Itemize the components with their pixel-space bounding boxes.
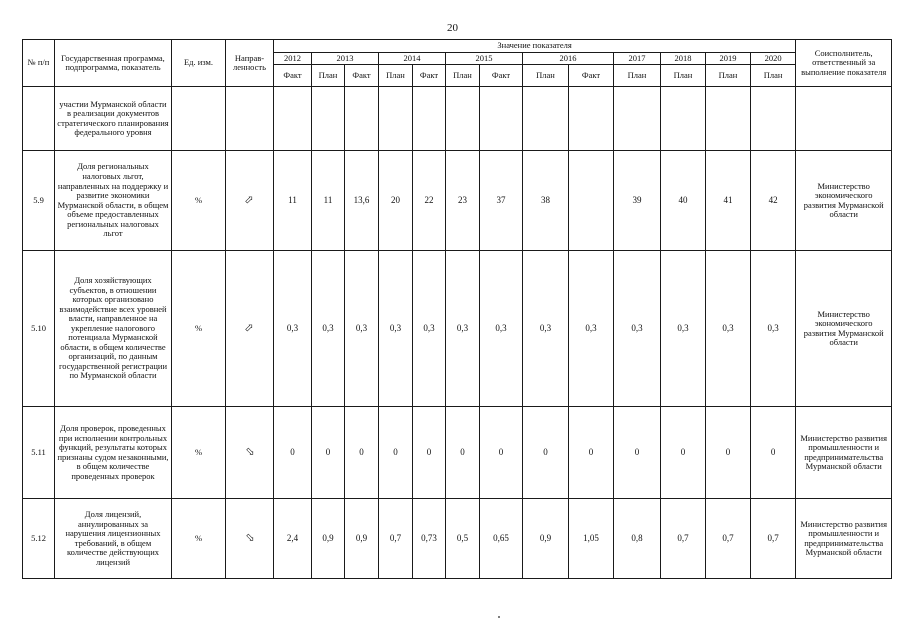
value-cell: 0 — [312, 407, 345, 499]
value-cell: 0 — [345, 407, 379, 499]
value-cell — [312, 87, 345, 151]
header-sub-2018-0: План — [661, 65, 706, 87]
value-cell: 0 — [614, 407, 661, 499]
direction-cell — [226, 499, 274, 579]
arrow-down-right-icon: ⇨ — [242, 530, 258, 546]
value-cell: 22 — [413, 151, 446, 251]
value-cell: 0 — [379, 407, 413, 499]
executor-cell — [796, 87, 892, 151]
value-cell: 37 — [480, 151, 523, 251]
table-body — [23, 87, 892, 579]
scan-dot — [498, 616, 500, 618]
value-cell: 0,3 — [312, 251, 345, 407]
arrow-up-right-icon: ⇨ — [241, 320, 257, 336]
unit-cell: % — [172, 499, 226, 579]
row-num: 5.12 — [23, 499, 55, 579]
header-executor: Соисполнитель, ответственный за выполнение показателя — [796, 40, 892, 87]
header-sub-2017-0: План — [614, 65, 661, 87]
unit-cell: % — [172, 151, 226, 251]
header-year-2017: 2017 — [614, 52, 661, 65]
value-cell: 0,3 — [706, 251, 751, 407]
row-num: 5.9 — [23, 151, 55, 251]
value-cell: 0,3 — [413, 251, 446, 407]
value-cell — [413, 87, 446, 151]
value-cell — [379, 87, 413, 151]
unit-cell — [172, 87, 226, 151]
arrow-up-right-icon: ⇨ — [241, 192, 257, 208]
value-cell: 0,7 — [751, 499, 796, 579]
value-cell: 0 — [480, 407, 523, 499]
header-name: Государственная программа, подпрограмма, показатель — [55, 40, 172, 87]
value-cell — [446, 87, 480, 151]
indicator-name: Доля лицензий, аннулированных за нарушения лицензионных требований, в общем количестве действующих лицензий — [55, 499, 172, 579]
value-cell: 39 — [614, 151, 661, 251]
value-cell: 0 — [446, 407, 480, 499]
indicator-name: Доля проверок, проведенных при исполнении контрольных функций, результаты которых признаны судом незаконными, в общем количестве проведенных проверок — [55, 407, 172, 499]
row-num — [23, 87, 55, 151]
unit-cell: % — [172, 251, 226, 407]
value-cell: 0,3 — [379, 251, 413, 407]
value-cell — [569, 151, 614, 251]
value-cell: 0 — [569, 407, 614, 499]
value-cell: 0,3 — [523, 251, 569, 407]
direction-cell — [226, 87, 274, 151]
value-cell: 0,3 — [614, 251, 661, 407]
header-sub-2013-1: Факт — [345, 65, 379, 87]
row-num: 5.11 — [23, 407, 55, 499]
header-sub-2015-0: План — [446, 65, 480, 87]
table-row — [23, 407, 892, 499]
header-unit: Ед. изм. — [172, 40, 226, 87]
executor-cell: Министерство развития промышленности и предпринимательства Мурманской области — [796, 499, 892, 579]
value-cell: 40 — [661, 151, 706, 251]
direction-cell — [226, 251, 274, 407]
indicator-name: участии Мурманской области в реализации документов стратегического планирования федерального уровня — [55, 87, 172, 151]
value-cell: 0,9 — [312, 499, 345, 579]
value-cell: 0,73 — [413, 499, 446, 579]
value-cell: 0 — [413, 407, 446, 499]
value-cell — [569, 87, 614, 151]
header-year-2015: 2015 — [446, 52, 523, 65]
value-cell: 0,7 — [379, 499, 413, 579]
header-year-2019: 2019 — [706, 52, 751, 65]
value-cell: 0 — [661, 407, 706, 499]
value-cell: 0,65 — [480, 499, 523, 579]
executor-cell: Министерство экономического развития Мурманской области — [796, 251, 892, 407]
header-direction: Направ-ленность — [226, 40, 274, 87]
arrow-down-right-icon: ⇨ — [242, 444, 258, 460]
value-cell: 0,3 — [661, 251, 706, 407]
value-cell: 0 — [706, 407, 751, 499]
executor-cell: Министерство развития промышленности и предпринимательства Мурманской области — [796, 407, 892, 499]
value-cell: 0 — [523, 407, 569, 499]
value-cell: 1,05 — [569, 499, 614, 579]
value-cell — [706, 87, 751, 151]
direction-cell — [226, 151, 274, 251]
value-cell: 23 — [446, 151, 480, 251]
value-cell: 0 — [274, 407, 312, 499]
value-cell — [480, 87, 523, 151]
value-cell: 11 — [312, 151, 345, 251]
value-cell: 0,9 — [523, 499, 569, 579]
value-cell: 2,4 — [274, 499, 312, 579]
table-row — [23, 251, 892, 407]
header-sub-2019-0: План — [706, 65, 751, 87]
table-row — [23, 151, 892, 251]
value-cell: 0,3 — [446, 251, 480, 407]
header-year-2013: 2013 — [312, 52, 379, 65]
table-row — [23, 87, 892, 151]
header-sub-2016-0: План — [523, 65, 569, 87]
indicator-name: Доля региональных налоговых льгот, направленных на поддержку и развитие экономики Мурманской области, в общем объеме предоставленных региональных налоговых льгот — [55, 151, 172, 251]
value-cell — [274, 87, 312, 151]
value-cell: 0 — [751, 407, 796, 499]
value-cell: 0,7 — [661, 499, 706, 579]
header-sub-2013-0: План — [312, 65, 345, 87]
value-cell: 0,3 — [345, 251, 379, 407]
value-cell — [751, 87, 796, 151]
executor-cell: Министерство экономического развития Мурманской области — [796, 151, 892, 251]
value-cell: 0,3 — [480, 251, 523, 407]
page-number: 20 — [447, 22, 458, 34]
value-cell: 0,9 — [345, 499, 379, 579]
value-cell — [661, 87, 706, 151]
header-year-2018: 2018 — [661, 52, 706, 65]
header-values-group: Значение показателя — [274, 40, 796, 53]
value-cell — [614, 87, 661, 151]
header-year-2012: 2012 — [274, 52, 312, 65]
value-cell: 20 — [379, 151, 413, 251]
table-row — [23, 499, 892, 579]
header-sub-2014-1: Факт — [413, 65, 446, 87]
indicator-name: Доля хозяйствующих субъектов, в отношении которых организовано взаимодействие всех уровней власти, направленное на укрепление налогового потенциала Мурманской области, в общем количестве организаций, по данным государственной регистрации по Мурманской области — [55, 251, 172, 407]
value-cell: 0,3 — [751, 251, 796, 407]
value-cell: 0,8 — [614, 499, 661, 579]
value-cell: 13,6 — [345, 151, 379, 251]
header-sub-2020-0: План — [751, 65, 796, 87]
header-sub-2012-0: Факт — [274, 65, 312, 87]
value-cell: 0,3 — [569, 251, 614, 407]
header-sub-2014-0: План — [379, 65, 413, 87]
unit-cell: % — [172, 407, 226, 499]
row-num: 5.10 — [23, 251, 55, 407]
direction-cell — [226, 407, 274, 499]
value-cell: 42 — [751, 151, 796, 251]
value-cell: 0,7 — [706, 499, 751, 579]
value-cell: 0,5 — [446, 499, 480, 579]
value-cell: 41 — [706, 151, 751, 251]
indicators-table — [22, 39, 892, 579]
value-cell — [345, 87, 379, 151]
value-cell — [523, 87, 569, 151]
header-sub-2015-1: Факт — [480, 65, 523, 87]
value-cell: 11 — [274, 151, 312, 251]
header-year-2016: 2016 — [523, 52, 614, 65]
header-year-2014: 2014 — [379, 52, 446, 65]
header-num: № п/п — [23, 40, 55, 87]
value-cell: 38 — [523, 151, 569, 251]
header-sub-2016-1: Факт — [569, 65, 614, 87]
value-cell: 0,3 — [274, 251, 312, 407]
table-header — [23, 40, 892, 87]
header-year-2020: 2020 — [751, 52, 796, 65]
